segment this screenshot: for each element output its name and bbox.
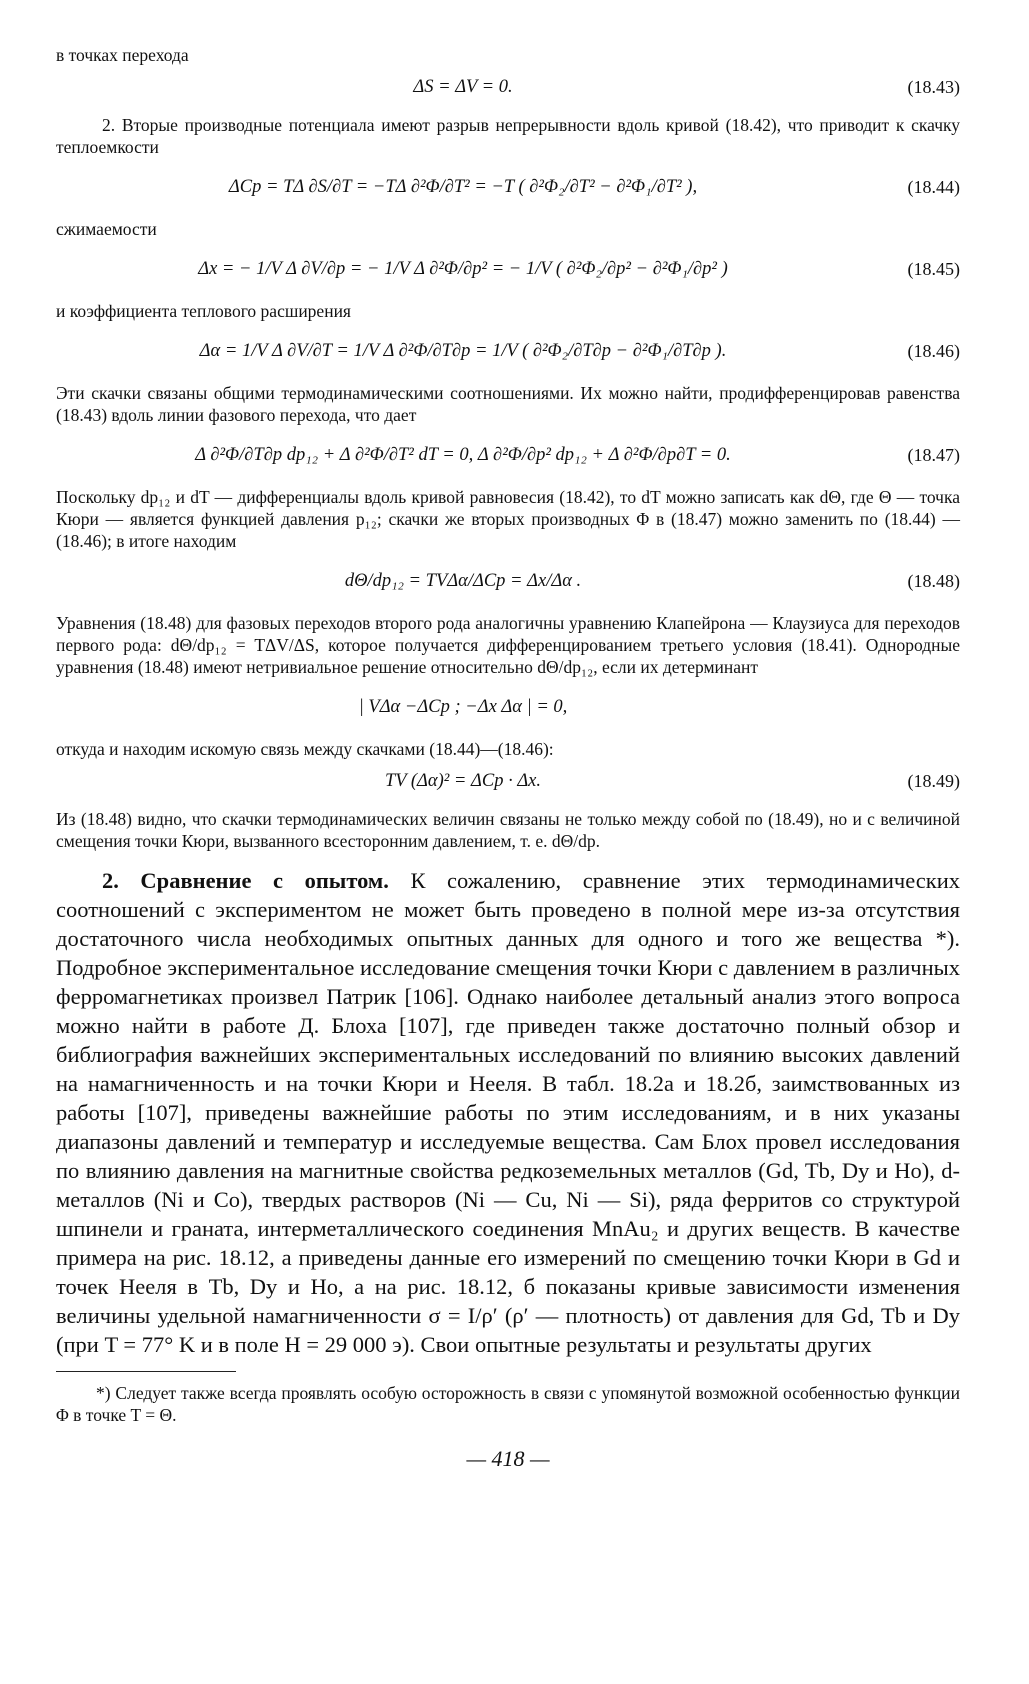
formula: TV (Δα)² = ΔCp · Δx. xyxy=(384,771,542,791)
equation-number: (18.44) xyxy=(907,177,960,197)
formula: dΘ/dp₁₂ = TVΔα/ΔCp = Δx/Δα . xyxy=(344,571,582,591)
footnote xyxy=(56,1382,960,1426)
equation-18-49 xyxy=(56,762,960,806)
page-number: — 418 — xyxy=(466,1446,550,1471)
formula: ΔS = ΔV = 0. xyxy=(413,77,513,97)
equation-18-48 xyxy=(56,554,960,610)
equation-18-47 xyxy=(56,428,960,484)
equation-number: (18.49) xyxy=(907,771,960,791)
formula: | VΔα −ΔCp ; −Δx Δα | = 0, xyxy=(358,697,568,717)
paragraph: Уравнения (18.48) для фазовых переходов второго рода аналогичны уравнению Клапейрона — Клаузиуса для переходов первого рода: dΘ/dp₁₂ = TΔV/ΔS, которое получается дифференцированием третьего условия (18.41). Однородные уравнения (18.48) имеют нетривиальное решение относительно dΘ/dp₁₂, если их детерминант xyxy=(56,613,960,677)
equation-number: (18.48) xyxy=(907,571,960,591)
formula: ΔCp = TΔ ∂S/∂T = −TΔ ∂²Φ/∂T² = −T ( ∂²Φ₂/∂T² − ∂²Φ₁/∂T² ), xyxy=(228,177,698,197)
equation-18-45 xyxy=(56,242,960,298)
upper-text xyxy=(56,44,960,852)
paragraph: 2. Вторые производные потенциала имеют разрыв непрерывности вдоль кривой (18.42), что приводит к скачку теплоемкости xyxy=(56,115,960,157)
footnote-text: *) Следует также всегда проявлять особую осторожность в связи с упомянутой возможной особенностью функции Φ в точке T = Θ. xyxy=(56,1383,960,1425)
equation-number: (18.43) xyxy=(907,77,960,97)
section-heading: 2. Сравнение с опытом. xyxy=(102,868,389,893)
determinant xyxy=(56,680,960,736)
equation-number: (18.47) xyxy=(907,445,960,465)
paragraph: и коэффициента теплового расширения xyxy=(56,301,351,321)
paragraph: Эти скачки связаны общими термодинамическими соотношениями. Их можно найти, продифференцировав равенства (18.43) вдоль линии фазового перехода, что дает xyxy=(56,383,960,425)
formula: Δx = − 1/V Δ ∂V/∂p = − 1/V Δ ∂²Φ/∂p² = − 1/V ( ∂²Φ₂/∂p² − ∂²Φ₁/∂p² ) xyxy=(198,259,728,279)
paragraph: откуда и находим искомую связь между скачками (18.44)—(18.46): xyxy=(56,739,554,759)
paragraph: сжимаемости xyxy=(56,219,157,239)
footnote-rule xyxy=(56,1371,236,1372)
equation-18-43 xyxy=(56,68,960,112)
formula: Δ ∂²Φ/∂T∂p dp₁₂ + Δ ∂²Φ/∂T² dT = 0, Δ ∂²Φ/∂p² dp₁₂ + Δ ∂²Φ/∂p∂T = 0. xyxy=(195,445,731,465)
page xyxy=(56,44,960,1472)
equation-number: (18.46) xyxy=(907,341,960,361)
section-paragraph xyxy=(56,866,960,1359)
equation-number: (18.45) xyxy=(907,259,960,279)
paragraph: Из (18.48) видно, что скачки термодинамических величин связаны не только между собой по (18.49), но и с величиной смещения точки Кюри, вызванного всесторонним давлением, т. е. dΘ/dp. xyxy=(56,809,960,851)
paragraph: Поскольку dp₁₂ и dT — дифференциалы вдоль кривой равновесия (18.42), то dT можно записать как dΘ, где Θ — точка Кюри — является функцией давления p₁₂; скачки же вторых производных Φ в (18.47) можно заменить по (18.44) — (18.46); в итоге находим xyxy=(56,487,960,551)
equation-18-44 xyxy=(56,160,960,216)
formula: Δα = 1/V Δ ∂V/∂T = 1/V Δ ∂²Φ/∂T∂p = 1/V ( ∂²Φ₂/∂T∂p − ∂²Φ₁/∂T∂p ). xyxy=(199,341,727,361)
equation-18-46 xyxy=(56,324,960,380)
paragraph: в точках перехода xyxy=(56,45,189,65)
section-body: К сожалению, сравнение этих термодинамических соотношений с экспериментом не может быть проведено в полной мере из-за отсутствия достаточного числа необходимых опытных данных для одного и того же вещества *). Подробное экспериментальное исследование смещения точки Кюри с давлением в различных ферромагнетиках произвел Патрик [106]. Однако наиболее детальный анализ этого вопроса можно найти в работе Д. Блоха [107], где приведен также достаточно полный обзор и библиография важнейших экспериментальных исследований по влиянию высоких давлений на намагниченность и на точки Кюри и Нееля. В табл. 18.2а и 18.2б, заимствованных из работы [107], приведены важнейшие работы по этим исследованиям, и в них указаны диапазоны давлений и температур и исследуемые вещества. Сам Блох провел исследования по влиянию давления на магнитные свойства редкоземельных металлов (Gd, Tb, Dy и Ho), d-металлов (Ni и Co), твердых растворов (Ni — Cu, Ni — Si), ряда ферритов со структурой шпинели и граната, интерметаллического соединения MnAu₂ и других веществ. В качестве примера на рис. 18.12, а приведены данные его измерений по смещению точки Кюри в Gd и точек Нееля в Tb, Dy и Ho, а на рис. 18.12, б показаны кривые зависимости изменения величины удельной намагниченности σ = I/ρ′ (ρ′ — плотность) от давления для Gd, Tb и Dy (при T = 77° K и в поле H = 29 000 э). Свои опытные результаты и результаты других xyxy=(56,868,960,1357)
section-comparison xyxy=(56,866,960,1359)
